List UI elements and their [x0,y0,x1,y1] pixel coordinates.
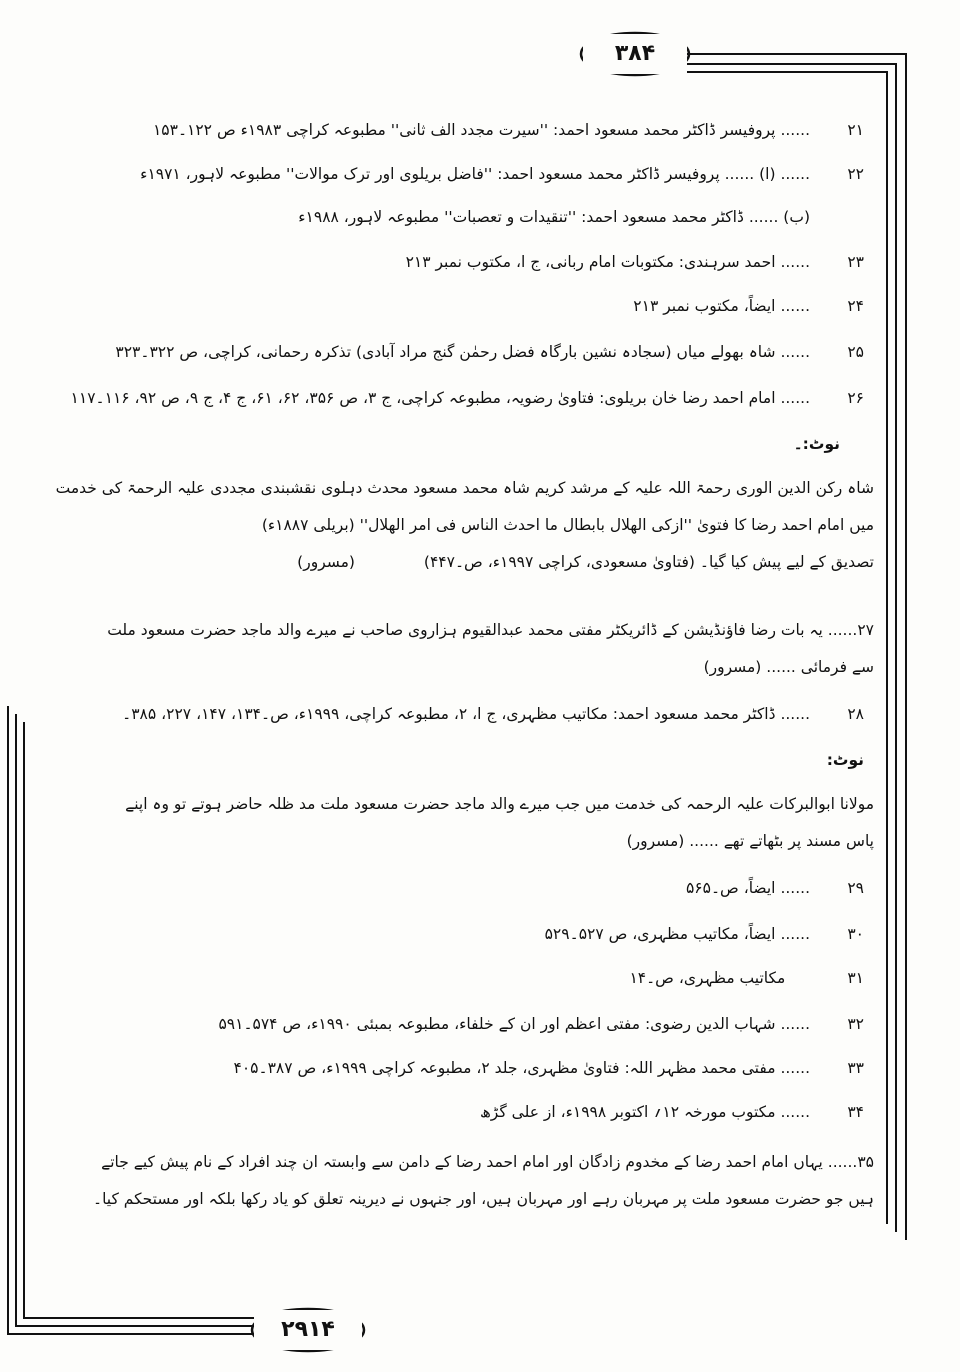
note-label: نوٹ:۔ [793,435,840,453]
footnote-25: ۲۵...... شاہ بھولے میاں (سجادہ نشین بارگاہ فضل رحمٰن گنج مراد آبادی) تذکرہ رحمانی، کراچی، ص ۳۲۲۔۳۲۳ [115,343,864,361]
footnote-33: ۳۳...... مفتی محمد مظہر اللہ: فتاویٰ مظہری، جلد ۲، مطبوعہ کراچی ۱۹۹۹ء، ص ۳۸۷۔۴۰۵ [233,1059,864,1077]
note-credit: (مسرور) [297,553,355,571]
footnote-text: مکتوب مورخہ ۱۲؍ اکتوبر ۱۹۹۸ء، از علی گڑھ [479,1103,776,1121]
footnote-32: ۳۲...... شہاب الدین رضوی: مفتی اعظم اور ان کے خلفاء، مطبوعہ بمبئی ۱۹۹۰ء، ص ۵۷۴۔۵۹۱ [218,1015,864,1033]
note-line: مولانا ابوالبرکات علیہ الرحمہ کی خدمت میں جب میرے والد ماجد حضرت مسعود ملت مد ظلہ حاضر ہوتے تو وہ اپنے [125,795,874,813]
footnote-21: ۲۱...... پروفیسر ڈاکٹر محمد مسعود احمد: ''سیرت مجدد الف ثانی'' مطبوعہ کراچی ۱۹۸۳ء ص ۱۲۲۔۱۵۳ [152,121,864,139]
footnote-26: ۲۶...... امام احمد رضا خان بریلوی: فتاویٰ رضویہ، مطبوعہ کراچی، ج ۳، ص ۳۵۶، ۶۲، ۶۱، ج ۴، ج ۹، ص ۹۲، ۱۱۶۔۱۱۷ [70,389,864,407]
footnote-24: ۲۴...... ایضاً، مکتوب نمبر ۲۱۳ [633,297,864,315]
footnote-text: امام احمد رضا خان بریلوی: فتاویٰ رضویہ، مطبوعہ کراچی، ج ۳، ص ۳۵۶، ۶۲، ۶۱، ج ۴، ج ۹، ص ۹۲، ۱۱۶۔۱۱۷ [70,389,776,407]
note-line: پاس مسند پر بٹھاتے تھے ...... (مسرور) [626,832,874,850]
footnote-text: ڈاکٹر محمد مسعود احمد: مکاتیب مظہری، ج ا، ۲، مطبوعہ کراچی، ۱۹۹۹ء، ص۔۱۳۴، ۱۴۷، ۲۲۷، ۳۸۵۔ [122,705,776,723]
note-paragraph-2 [74,786,874,860]
footnote-22a: ۲۲...... (ا) ...... پروفیسر ڈاکٹر محمد مسعود احمد: ''فاضل بریلوی اور ترک موالات'' مطبوعہ لاہور، ۱۹۷۱ء [140,165,864,183]
footnote-22b [110,205,810,229]
footnote-29: ۲۹...... ایضاً، ص۔۵۶۵ [685,879,864,897]
top-page-number: ۳۸۴ [583,34,687,74]
note-line: میں امام احمد رضا کا فتویٰ ''ازکی الھلال بابطال ما احدث الناس فی امر الھلال'' (بریلی ۱۸۸۷ء) [261,516,874,534]
footnote-text: (ب) ...... ڈاکٹر محمد مسعود احمد: ''تنقیدات و تعصبات'' مطبوعہ لاہور، ۱۹۸۸ء [298,208,810,226]
footnote-28: ۲۸...... ڈاکٹر محمد مسعود احمد: مکاتیب مظہری، ج ا، ۲، مطبوعہ کراچی، ۱۹۹۹ء، ص۔۱۳۴، ۱۴۷، ۲۲۷، ۳۸۵۔ [122,705,864,723]
footnote-text: ایضاً، مکتوب نمبر ۲۱۳ [633,297,776,315]
footnote-31: ۳۱ مکاتیب مظہری، ص۔۱۴ [629,969,864,987]
footnote-text: مفتی محمد مظہر اللہ: فتاویٰ مظہری، جلد ۲، مطبوعہ کراچی ۱۹۹۹ء، ص ۳۸۷۔۴۰۵ [233,1059,776,1077]
footnote-text: ایضاً، مکاتیب مظہری، ص ۵۲۷۔۵۲۹ [544,925,776,943]
footnote-23: ۲۳...... احمد سرہندی: مکتوبات امام ربانی، ج ا، مکتوب نمبر ۲۱۳ [405,253,864,271]
footnote-text: شاہ بھولے میاں (سجادہ نشین بارگاہ فضل رحمٰن گنج مراد آبادی) تذکرہ رحمانی، کراچی، ص ۳۲۲۔۳۲۳ [115,343,776,361]
footnote-35: ۳۵...... یہاں امام احمد رضا کے مخدوم زادگان اور امام احمد رضا کے دامن سے وابستہ ان چند افراد کے نام پیش کیے جاتے ہیں جو حضرت مسعود ملت پر مہربان رہے اور مہربان ہیں، اور جنہوں نے دیرینہ تعلق کو یاد رکھا بلکہ اور مستحکم کیا۔ [92,1153,874,1208]
note-line: شاہ رکن الدین الوری رحمۃ اللہ علیہ کے مرشد کریم شاہ محمد مسعود محدث دہلوی نقشبندی مجددی علیہ الرحمۃ کی خدمت [55,479,874,497]
footnote-30: ۳۰...... ایضاً، مکاتیب مظہری، ص ۵۲۷۔۵۲۹ [544,925,864,943]
bottom-page-number: ۲۹۱۴ [254,1310,362,1350]
footnote-text: احمد سرہندی: مکتوبات امام ربانی، ج ا، مکتوب نمبر ۲۱۳ [405,253,776,271]
footnote-text: (ا) ...... پروفیسر ڈاکٹر محمد مسعود احمد: ''فاضل بریلوی اور ترک موالات'' مطبوعہ لاہور، ۱۹۷۱ء [140,165,776,183]
note-paragraph [54,470,874,581]
footnote-text: پروفیسر ڈاکٹر محمد مسعود احمد: ''سیرت مجدد الف ثانی'' مطبوعہ کراچی ۱۹۸۳ء ص ۱۲۲۔۱۵۳ [152,121,776,139]
footnote-text: مکاتیب مظہری، ص۔۱۴ [629,969,786,987]
footnote-27: ۲۷...... یہ بات رضا فاؤنڈیشن کے ڈائریکٹر مفتی محمد عبدالقیوم ہزاروی صاحب نے میرے والد ماجد حضرت مسعود ملت سے فرمائی ...... (مسرور) [107,621,874,676]
note-label-2: نوٹ: [826,751,864,769]
footnote-text: شہاب الدین رضوی: مفتی اعظم اور ان کے خلفاء، مطبوعہ بمبئی ۱۹۹۰ء، ص ۵۷۴۔۵۹۱ [218,1015,776,1033]
footnote-34: ۳۴...... مکتوب مورخہ ۱۲؍ اکتوبر ۱۹۹۸ء، از علی گڑھ [479,1103,864,1121]
note-line: تصدیق کے لیے پیش کیا گیا۔ (فتاویٰ مسعودی، کراچی ۱۹۹۷ء، ص۔۴۴۷) (مسرور) [54,544,874,581]
footnote-text: ایضاً، ص۔۵۶۵ [685,879,776,897]
